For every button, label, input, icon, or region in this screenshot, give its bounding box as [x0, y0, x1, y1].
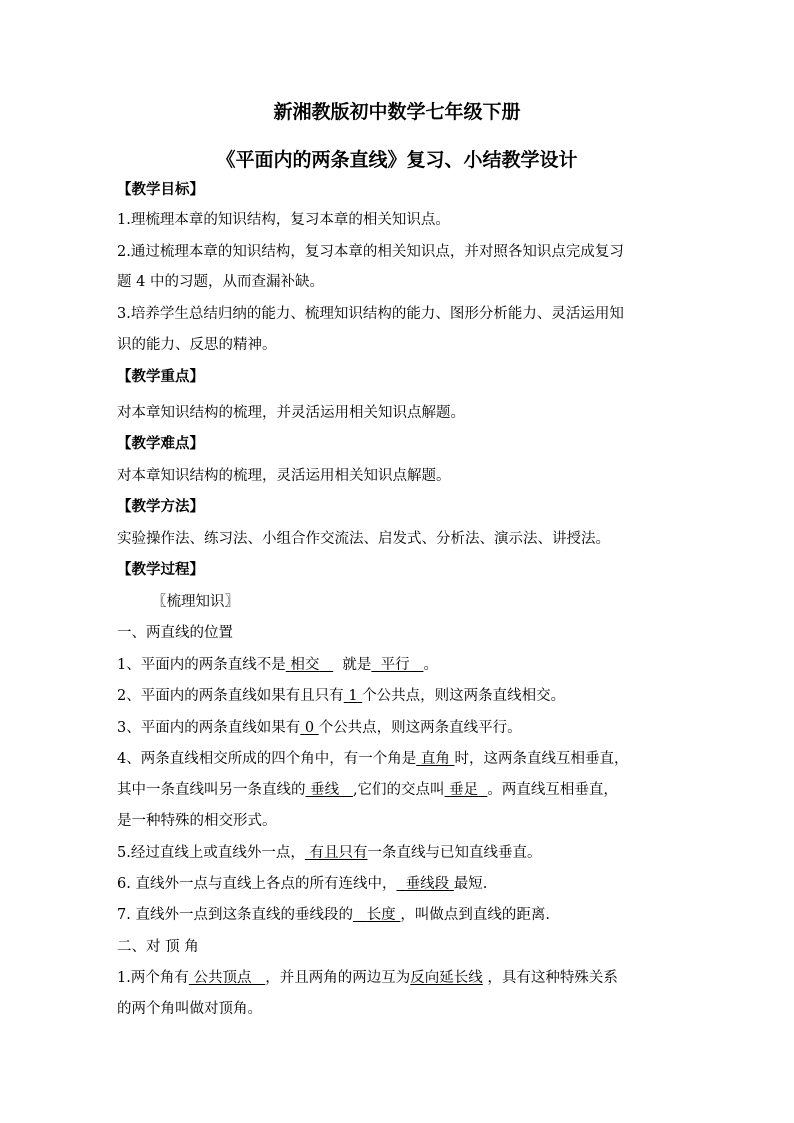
method-heading: 【教学方法】 — [117, 499, 204, 515]
difficulty-text: 对本章知识结构的梳理，灵活运用相关知识点解题。 — [117, 468, 451, 484]
item-6-text: 6. 直线外一点与直线上各点的所有连线中， — [117, 876, 397, 892]
blank-answer: 垂足 — [449, 782, 479, 798]
item-4-text: 4、两条直线相交所成的四个角中，有一个角是 — [117, 751, 417, 767]
key-text: 对本章知识结构的梳理，并灵活运用相关知识点解题。 — [117, 405, 465, 421]
goal-3-cont: 识的能力、反思的精神。 — [117, 337, 277, 353]
item-6 — [117, 874, 487, 894]
item-1 — [117, 655, 438, 675]
document-title: 新湘教版初中数学七年级下册 — [273, 101, 521, 123]
vertical-text-3: ，具有这种特殊关系 — [487, 970, 618, 986]
item-1-text-3: 。 — [423, 657, 438, 673]
sort-knowledge-label: 〖梳理知识〗 — [152, 594, 239, 610]
lesson-title: 《平面内的两条直线》复习、小结教学设计 — [216, 149, 578, 171]
item-1-text-2: 就是 — [342, 657, 372, 673]
process-heading: 【教学过程】 — [117, 562, 204, 578]
item-2 — [117, 686, 565, 706]
blank-answer: 有且只有 — [309, 845, 368, 861]
item-7-text: 7. 直线外一点到这条直线的垂线段的 — [117, 907, 353, 923]
item-1-text: 1、平面内的两条直线不是 — [117, 657, 286, 673]
item-4-text-4: ,它们的交点叫 — [352, 782, 445, 798]
vertical-angle-def-cont: 的两个角叫做对顶角。 — [117, 1001, 262, 1017]
blank-answer: 长度 — [366, 907, 396, 923]
item-3-text-2: 个公共点，则这两条直线平行。 — [318, 720, 522, 736]
item-2-text: 2、平面内的两条直线如果有且只有 — [117, 688, 344, 704]
goal-3: 3.培养学生总结归纳的能力、梳理知识结构的能力、图形分析能力、灵活运用知 — [117, 306, 624, 322]
item-4-end: 是一种特殊的相交形式。 — [117, 813, 277, 829]
item-4-text-2: 时，这两条直线互相垂直， — [454, 751, 629, 767]
item-4-text-5: 。两直线互相垂直， — [487, 782, 618, 798]
item-7 — [117, 905, 550, 925]
goal-2: 2.通过梳理本章的知识结构，复习本章的相关知识点，并对照各知识点完成复习 — [117, 244, 624, 260]
blank-answer: 垂线段 — [405, 876, 450, 892]
vertical-text-2: ，并且两角的两边互为 — [265, 970, 411, 986]
blank-answer: 1 — [348, 688, 358, 704]
item-4-cont — [117, 780, 618, 800]
goal-2-cont: 题 4 中的习题，从而查漏补缺。 — [117, 274, 324, 290]
key-heading: 【教学重点】 — [117, 369, 204, 385]
item-7-text-2: ，叫做点到直线的距离. — [400, 907, 550, 923]
blank-answer: 垂线 — [310, 782, 340, 798]
item-5-text: 5.经过直线上或直线外一点， — [117, 845, 305, 861]
blank-answer: 反向延长线 — [410, 970, 483, 986]
blank-answer: 公共顶点 — [193, 970, 252, 986]
vertical-angle-def — [117, 968, 618, 988]
goal-heading: 【教学目标】 — [117, 182, 204, 198]
item-3 — [117, 718, 522, 738]
blank-answer: 0 — [304, 720, 315, 736]
part-1-heading: 一、两直线的位置 — [117, 625, 233, 641]
difficulty-heading: 【教学难点】 — [117, 436, 204, 452]
item-6-text-2: 最短. — [453, 876, 488, 892]
method-text: 实验操作法、练习法、小组合作交流法、启发式、分析法、演示法、讲授法。 — [117, 531, 610, 547]
item-3-text: 3、平面内的两条直线如果有 — [117, 720, 301, 736]
item-5-text-2: 一条直线与已知直线垂直。 — [367, 845, 542, 861]
item-4-text-3: 其中一条直线叫另一条直线的 — [117, 782, 306, 798]
item-4 — [117, 749, 628, 769]
vertical-text: 1.两个角有 — [117, 970, 189, 986]
blank-answer: 相交 — [290, 657, 320, 673]
item-5 — [117, 843, 541, 863]
item-2-text-2: 个公共点，则这两条直线相交。 — [362, 688, 566, 704]
blank-answer: 平行 — [380, 657, 410, 673]
blank-answer: 直角 — [420, 751, 450, 767]
part-2-heading: 二、对 顶 角 — [117, 939, 199, 955]
goal-1: 1.理梳理本章的知识结构，复习本章的相关知识点。 — [117, 212, 450, 228]
